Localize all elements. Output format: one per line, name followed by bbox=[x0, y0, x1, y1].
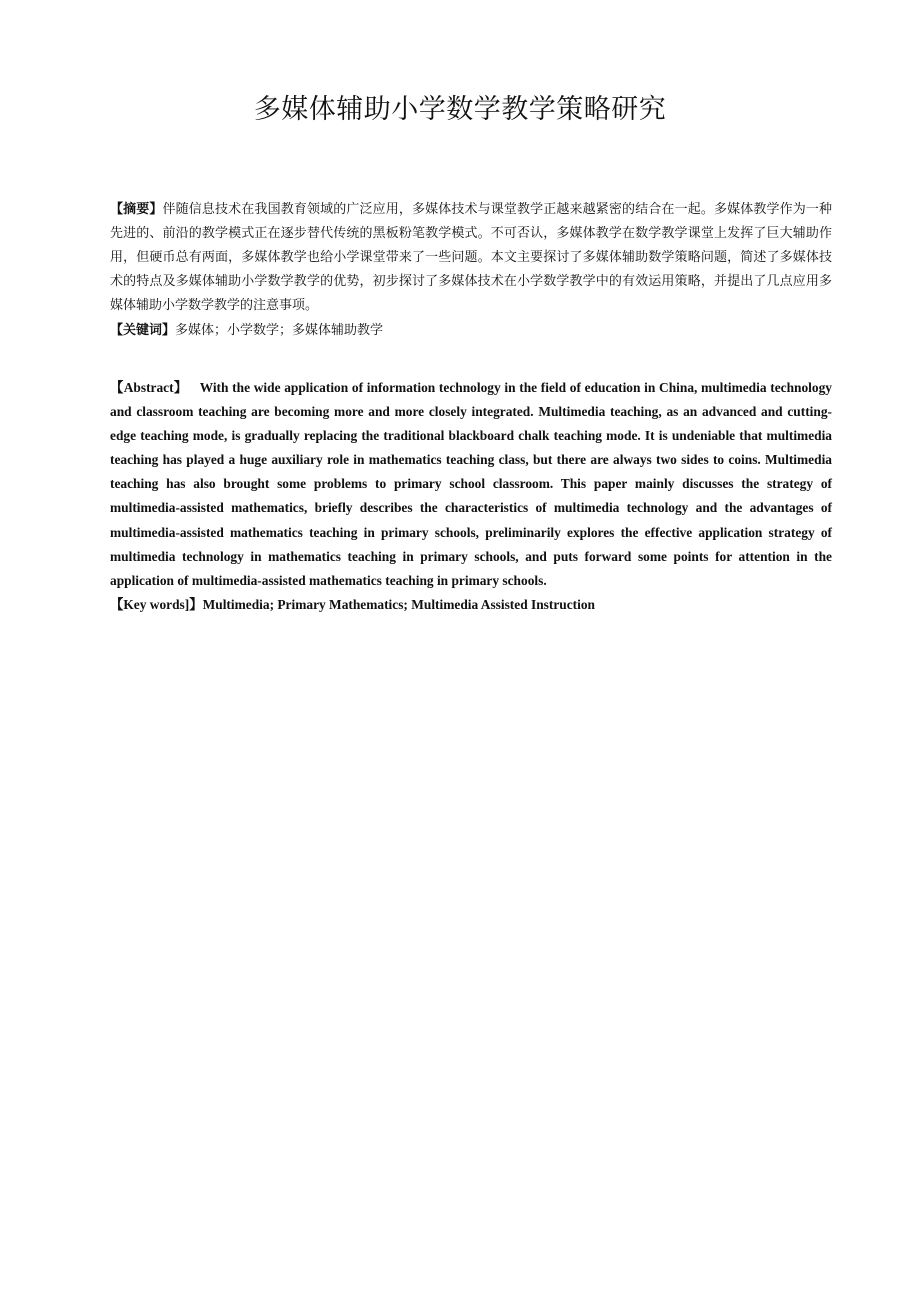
chinese-abstract-label: 【摘要】 bbox=[110, 202, 163, 217]
chinese-keywords bbox=[110, 319, 832, 343]
english-keywords-text: Multimedia; Primary Mathematics; Multimedia Assisted Instruction bbox=[202, 597, 595, 612]
chinese-keywords-text: 多媒体；小学数学；多媒体辅助教学 bbox=[175, 323, 384, 338]
english-abstract-label: 【Abstract】 bbox=[110, 380, 188, 395]
chinese-abstract bbox=[110, 198, 832, 318]
paper-title: 多媒体辅助小学数学教学策略研究 bbox=[253, 94, 667, 125]
english-abstract-text: With the wide application of information technology in the field of education in China, multimedia technology and classroom teaching are becoming more and more closely integrated. Multimedia teaching, as an advanced and cutting-edge teaching mode, is gradually replacing the traditional blackboard chalk teaching mode. It is undeniable that multimedia teaching has played a huge auxiliary role in mathematics teaching class, but there are always two sides to coins. Multimedia teaching has also brought some problems to primary school classroom. This paper mainly discusses the strategy of multimedia-assisted mathematics, briefly describes the characteristics of multimedia technology and the advantages of multimedia-assisted mathematics teaching in primary schools, preliminarily explores the effective application strategy of multimedia technology in mathematics teaching in primary schools, and puts forward some points for attention in the application of multimedia-assisted mathematics teaching in primary schools. bbox=[110, 380, 832, 588]
english-abstract bbox=[110, 376, 832, 593]
english-keywords-label: 【Key words]】 bbox=[110, 597, 203, 612]
chinese-keywords-label: 【关键词】 bbox=[110, 323, 176, 338]
english-keywords bbox=[110, 593, 832, 617]
chinese-abstract-text: 伴随信息技术在我国教育领域的广泛应用，多媒体技术与课堂教学正越来越紧密的结合在一起。多媒体教学作为一种先进的、前沿的教学模式正在逐步替代传统的黑板粉笔教学模式。不可否认，多媒体教学在数学教学课堂上发挥了巨大辅助作用，但硬币总有两面，多媒体教学也给小学课堂带来了一些问题。本文主要探讨了多媒体辅助数学策略问题，简述了多媒体技术的特点及多媒体辅助小学数学教学的优势，初步探讨了多媒体技术在小学数学教学中的有效运用策略，并提出了几点应用多媒体辅助小学数学教学的注意事项。 bbox=[110, 202, 832, 313]
